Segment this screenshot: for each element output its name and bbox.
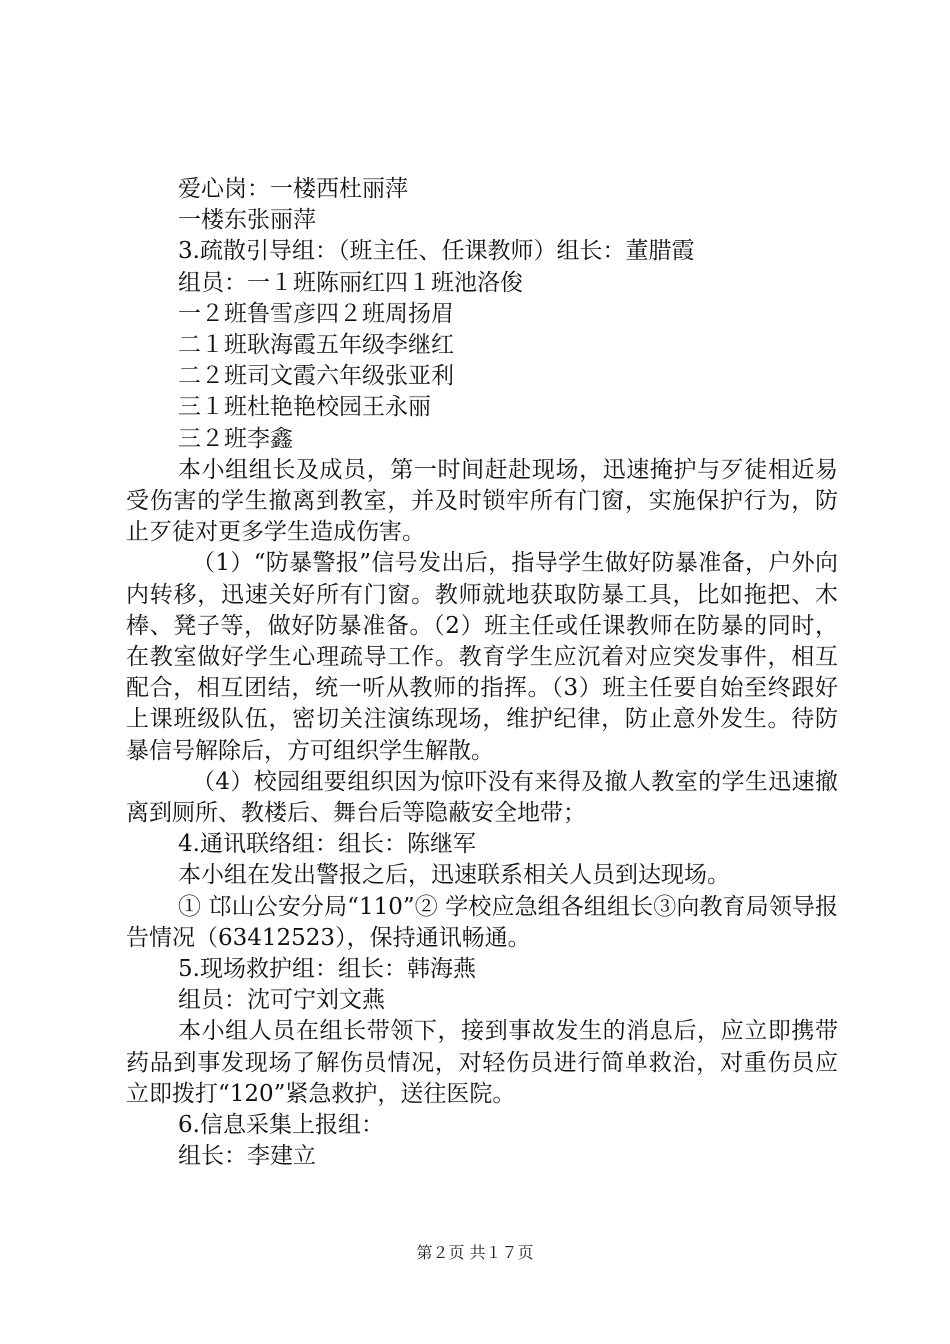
- text-line-members-1: 组员：一１班陈丽红四１班池洛俊: [178, 269, 523, 296]
- text-line-rescue-group: 5.现场救护组：组长：韩海燕: [178, 956, 476, 983]
- paragraph-contacts: ① 邙山公安分局“110”② 学校应急组各组组长③向教育局领导报告情况（63412523），保持通讯畅通。: [126, 893, 838, 951]
- text-line-members-3: 二１班耿海霞五年级李继红: [178, 332, 454, 359]
- text-line-members-5: 三１班杜艳艳校园王永丽: [178, 394, 431, 421]
- paragraph-procedure: （1）“防暴警报”信号发出后，指导学生做好防暴准备，户外向内转移，迅速关好所有门窗。教师就地获取防暴工具，比如拖把、木棒、凳子等，做好防暴准备。（2）班主任或任课教师在防暴的同时，在教室做好学生心理疏导工作。教育学生应沉着对应突发事件，相互配合，相互团结，统一听从教师的指挥。（3）班主任要自始至终跟好上课班级队伍，密切关注演练现场，维护纪律，防止意外发生。待防暴信号解除后，方可组织学生解散。: [126, 550, 838, 764]
- page-number-footer: 第２页 共１７页: [416, 1243, 534, 1262]
- text-line-comm-duty: 本小组在发出警报之后，迅速联系相关人员到达现场。: [178, 862, 730, 889]
- text-line-info-leader: 组长：李建立: [178, 1143, 316, 1170]
- text-line-evacuation-group: 3.疏散引导组：（班主任、任课教师）组长：董腊霞: [178, 238, 695, 265]
- paragraph-rescue-duty: 本小组人员在组长带领下，接到事故发生的消息后，应立即携带药品到事发现场了解伤员情况，对轻伤员进行简单救治，对重伤员应立即拨打“120”紧急救护，送往医院。: [126, 1018, 838, 1107]
- text-line-floor-east: 一楼东张丽萍: [178, 207, 316, 234]
- document-body: [126, 174, 838, 1173]
- text-line-rescue-members: 组员：沈可宁刘文燕: [178, 987, 385, 1014]
- text-line-members-4: 二２班司文霞六年级张亚利: [178, 363, 454, 390]
- text-line-members-6: 三２班李鑫: [178, 425, 293, 452]
- text-line-love-post: 爱心岗：一楼西杜丽萍: [178, 176, 408, 202]
- text-line-info-group: 6.信息采集上报组：: [178, 1112, 384, 1139]
- text-line-members-2: 一２班鲁雪彦四２班周扬眉: [178, 300, 454, 327]
- text-line-comm-group: 4.通讯联络组：组长：陈继军: [178, 831, 476, 858]
- paragraph-group-duty: 本小组组长及成员，第一时间赶赴现场，迅速掩护与歹徒相近易受伤害的学生撤离到教室，并及时锁牢所有门窗，实施保护行为，防止歹徒对更多学生造成伤害。: [126, 456, 838, 546]
- paragraph-campus-group: （4）校园组要组织因为惊吓没有来得及撤人教室的学生迅速撤离到厕所、教楼后、舞台后等隐蔽安全地带；: [126, 768, 838, 827]
